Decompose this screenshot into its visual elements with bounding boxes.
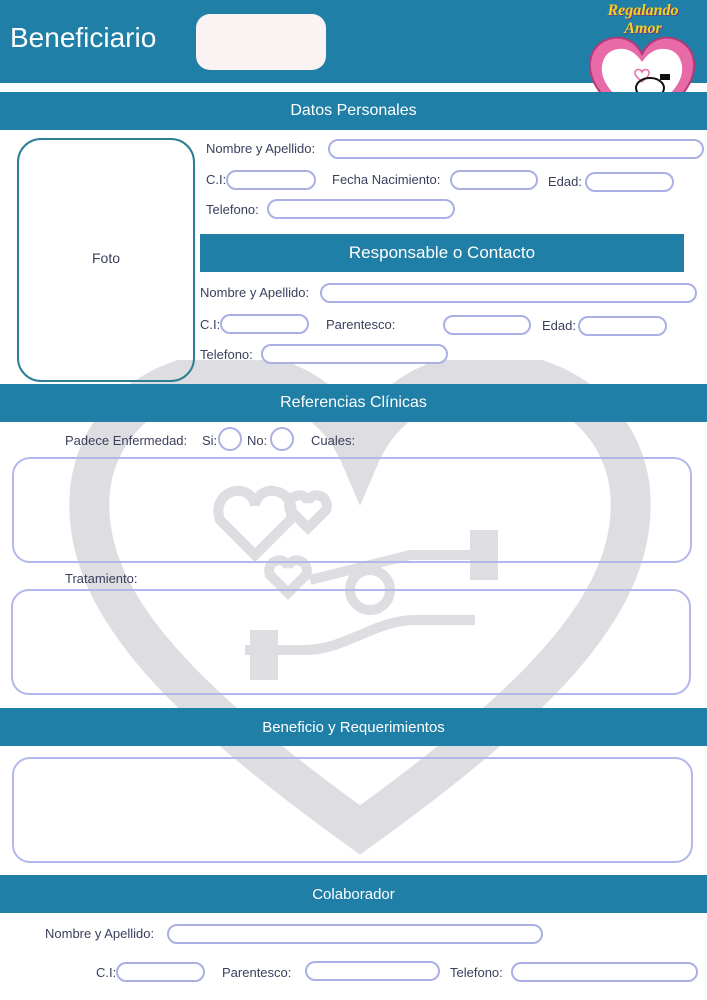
section-title: Beneficio y Requerimientos [262, 718, 445, 736]
section-title: Referencias Clínicas [280, 394, 427, 411]
disease-label: Padece Enfermedad: [65, 433, 188, 448]
contact-age-field[interactable] [578, 316, 667, 336]
section-referencias [0, 384, 707, 422]
header-blank-box [196, 14, 326, 70]
contact-relation-label: Parentesco: [326, 317, 396, 332]
section-title: Colaborador [312, 885, 395, 903]
personal-ci-field[interactable] [226, 170, 316, 190]
benefit-textarea[interactable] [12, 757, 693, 863]
section-title: Datos Personales [290, 102, 417, 119]
no-radio[interactable] [270, 427, 294, 451]
collab-phone-label: Telefono: [450, 965, 503, 980]
collab-relation-field[interactable] [305, 961, 440, 981]
personal-ci-label: C.I: [206, 172, 227, 187]
personal-phone-field[interactable] [267, 199, 455, 219]
yes-radio[interactable] [218, 427, 242, 451]
photo-label: Foto [91, 250, 120, 266]
yes-label: Si: [202, 433, 218, 448]
personal-phone-label: Telefono: [206, 202, 259, 217]
contact-name-field[interactable] [320, 283, 697, 303]
collab-relation-label: Parentesco: [222, 965, 292, 980]
contact-phone-field[interactable] [261, 344, 448, 364]
section-beneficio [0, 708, 707, 746]
no-label: No: [247, 433, 268, 448]
contact-ci-field[interactable] [220, 314, 309, 334]
personal-name-field[interactable] [328, 139, 704, 159]
diseases-textarea[interactable] [12, 457, 692, 563]
contact-name-label: Nombre y Apellido: [200, 285, 310, 300]
section-datos-personales [0, 92, 707, 130]
collab-ci-label: C.I: [96, 965, 117, 980]
contact-relation-field[interactable] [443, 315, 531, 335]
contact-phone-label: Telefono: [200, 347, 253, 362]
personal-age-field[interactable] [585, 172, 674, 192]
collab-name-label: Nombre y Apellido: [45, 926, 155, 941]
personal-name-label: Nombre y Apellido: [206, 141, 316, 156]
contact-age-label: Edad: [542, 318, 576, 333]
section-colaborador [0, 875, 707, 913]
contact-ci-label: C.I: [200, 317, 221, 332]
section-responsable [200, 234, 684, 272]
personal-birth-label: Fecha Nacimiento: [332, 172, 441, 187]
collab-name-field[interactable] [167, 924, 543, 944]
logo-text-2: Amor [624, 20, 662, 37]
page-title: Beneficiario [10, 22, 157, 53]
section-title: Responsable o Contacto [348, 243, 536, 262]
personal-age-label: Edad: [548, 174, 582, 189]
personal-birth-field[interactable] [450, 170, 538, 190]
collab-phone-field[interactable] [511, 962, 698, 982]
collab-ci-field[interactable] [116, 962, 205, 982]
treatment-textarea[interactable] [11, 589, 691, 695]
which-label: Cuales: [311, 433, 356, 448]
treatment-label: Tratamiento: [65, 571, 138, 586]
logo-text-1: Regalando [607, 2, 679, 19]
